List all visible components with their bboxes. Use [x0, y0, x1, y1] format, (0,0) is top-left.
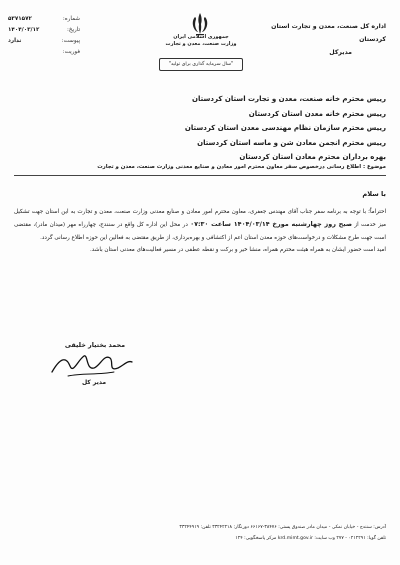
meta-date [8, 25, 80, 36]
body-p1-start: احتراماً؛ با توجه به برنامه سفر جناب آقای مهندس جعفری، معاون محترم امور معادن و صنایع معدنی وزارت صنعت، معدن و تجارت به این استان جهت تشکیل میز خدمت از [14, 209, 387, 229]
ministry-name: وزارت صنعت، معدن و تجارت [165, 41, 237, 47]
divider [14, 175, 386, 176]
recipient-item: رییس محترم سازمان نظام مهندسی معدن استان کردستان [184, 124, 386, 132]
organization-header [266, 20, 386, 59]
body-p1-end: در محل این اداره کل واقع در سنندج، چهارراه مهر (میدان مادر)، مقتضی است جهت طرح مشکلات و درخواست‌های حوزه معدن استان اعم از اکتشافی و بهره‌برداری، از طریق مقتضی به فعالین این حوزه اطلاع رسانی گردد. [14, 222, 386, 241]
meta-attachment-label: پیوست: [61, 38, 80, 44]
recipient-item: بهره برداران محترم معادن استان کردستان [239, 153, 386, 161]
meta-attachment-value: ندارد [8, 38, 22, 44]
organization-name: اداره کل صنعت، معدن و تجارت استان کردستان [271, 23, 386, 43]
republic-name: جمهوری اسلامی ایران [173, 34, 229, 40]
signatory-name: محمد بختیار خلیقی [64, 341, 126, 349]
meta-number-label: شماره: [62, 16, 80, 22]
year-slogan-box: "سال سرمایه گذاری برای تولید" [159, 58, 243, 71]
meta-date-label: تاریخ: [66, 27, 80, 33]
handwritten-signature [48, 346, 136, 382]
meta-priority-label: فوریت: [62, 49, 80, 55]
recipient-item: رییس محترم انجمن معادن شن و ماسه استان کردستان [197, 138, 386, 147]
organization-role: مدیرکل [329, 49, 352, 56]
body-paragraph-1 [14, 206, 386, 244]
meta-attachment [8, 36, 80, 47]
meeting-datetime: صبح روز چهارشنبه مورخ ۱۴۰۴/۰۳/۱۴ ساعت ۰۷:۳۰ [190, 220, 353, 229]
recipient-item: رییس محترم خانه معدن استان کردستان [248, 109, 386, 118]
ministry-logo [162, 34, 240, 48]
letter-meta [8, 14, 80, 58]
meta-number-value: ۵۳۷۱۵۷۲ [8, 16, 32, 22]
meta-date-value: ۱۴۰۴/۰۳/۱۲ [8, 27, 40, 33]
signatory-title: مدیر کل [81, 379, 107, 386]
footer-contact: تلفن گویا: ۰۲۱۲۲۹۱ - ۲۷۷ وب سایت: krd.mimt.gov.ir مرکز پاسخگویی: ۱۲۴ [235, 536, 386, 541]
recipient-list [126, 92, 386, 165]
letter-body [14, 206, 386, 257]
subject-line: موضوع : اطلاع رسانی درخصوص سفر معاون محترم امور معادن و صنایع معدنی وزارت صنعت، معدن و تجارت [97, 164, 386, 170]
recipient-item: رییس محترم خانه صنعت، معدن و تجارت استان کردستان [192, 95, 386, 103]
letter-footer [14, 522, 386, 544]
body-paragraph-2: امید است حضور ایشان به همراه هیئت محترم همراه، منشا خیر و برکت و نقطه عطفی در مسیر فعالیت‌های معدنی استان باشد. [89, 247, 386, 254]
meta-number [8, 14, 80, 25]
meta-priority [8, 47, 80, 58]
greeting: با سلام [362, 190, 386, 198]
footer-address: آدرس: سنندج - خیابان نمکی - میدان مادر صندوق پستی: ۳۸۴۷۶-۶۶۱۶۷ دورنگار: ۳۳۲۴۲۲۱۸ تلفن: ۳۳۲۴۴۹۱۹ [179, 525, 386, 530]
